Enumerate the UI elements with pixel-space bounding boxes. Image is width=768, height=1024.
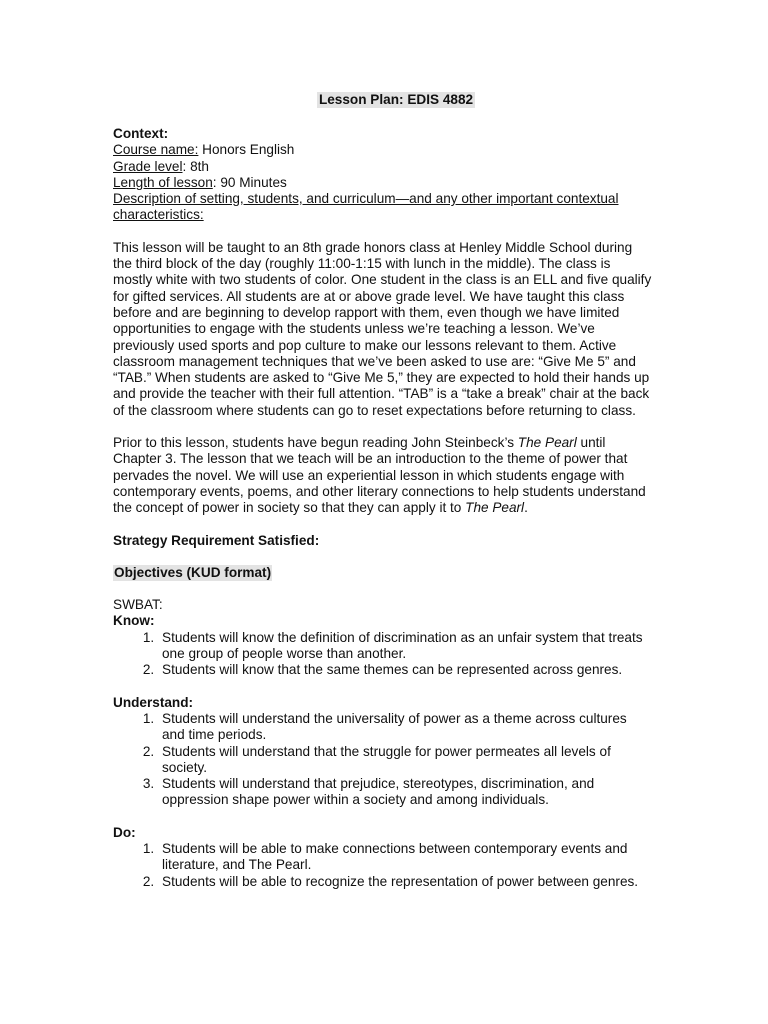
course-name-value: Honors English xyxy=(198,142,295,158)
prior-reading-text-3: . xyxy=(524,500,528,516)
understand-list xyxy=(113,711,653,809)
context-section xyxy=(113,126,653,224)
lesson-length-value: : 90 Minutes xyxy=(212,174,287,190)
prior-reading-text-1: Prior to this lesson, students have begun reading John Steinbeck’s xyxy=(113,435,518,451)
document-page xyxy=(113,92,653,890)
course-name-label: Course name: xyxy=(113,142,199,158)
lesson-length-label: Length of lesson xyxy=(113,174,213,190)
grade-level-label: Grade level xyxy=(113,158,183,174)
do-heading: Do: xyxy=(113,824,136,840)
book-title: The Pearl xyxy=(517,435,577,451)
strategy-heading: Strategy Requirement Satisfied: xyxy=(113,532,320,548)
understand-heading: Understand: xyxy=(113,694,194,710)
list-item: 2. Students will know that the same themes can be represented across genres. xyxy=(158,662,653,678)
know-section xyxy=(113,613,653,678)
know-list xyxy=(113,630,653,679)
objectives-heading-row xyxy=(113,565,653,581)
list-item: 1. Students will understand the universality of power as a theme across cultures and time periods. xyxy=(158,711,653,744)
description-label: Description of setting, students, and curriculum—and any other important contextual characteristics: xyxy=(113,191,619,223)
document-title: Lesson Plan: EDIS 4882 xyxy=(318,92,474,107)
grade-level-line xyxy=(113,159,653,175)
list-item: 3. Students will understand that prejudice, stereotypes, discrimination, and oppression shape power within a society and among individuals. xyxy=(158,776,653,809)
list-item: 1. Students will be able to make connections between contemporary events and literature, and The Pearl. xyxy=(158,841,653,874)
course-name-line xyxy=(113,142,653,158)
list-item: 1. Students will know the definition of discrimination as an unfair system that treats one group of people worse than another. xyxy=(158,630,653,663)
lesson-length-line xyxy=(113,175,653,191)
list-item: 2. Students will understand that the struggle for power permeates all levels of society. xyxy=(158,744,653,777)
do-list xyxy=(113,841,653,890)
understand-section xyxy=(113,695,653,809)
objectives-heading: Objectives (KUD format) xyxy=(114,564,272,580)
know-heading: Know: xyxy=(113,613,155,629)
title-row xyxy=(113,92,653,110)
grade-level-value: : 8th xyxy=(182,158,209,174)
book-title: The Pearl xyxy=(465,500,525,516)
context-heading: Context: xyxy=(113,126,169,141)
list-item: 2. Students will be able to recognize the representation of power between genres. xyxy=(158,874,653,890)
swbat-label: SWBAT: xyxy=(113,597,163,613)
prior-reading-paragraph xyxy=(113,435,653,516)
setting-paragraph: This lesson will be taught to an 8th grade honors class at Henley Middle School during the third block of the day (roughly 11:00-1:15 with lunch in the middle). The class is mostly white with two students of color. One student in the class is an ELL and five qualify for gifted services. All students are at or above grade level. We have taught this class before and are beginning to develop rapport with them, even though we have limited opportunities to engage with the students unless we’re teaching a lesson. We’ve previously used sports and pop culture to make our lessons relevant to them. Active classroom management techniques that we’ve been asked to use are: “Give Me 5” and “TAB.” When students are asked to “Give Me 5,” they are expected to hold their hands up and provide the teacher with their full attention. “TAB” is a “take a break” chair at the back of the classroom where students can go to reset expectations before returning to class. xyxy=(113,239,652,418)
prior-reading-text-2: until Chapter 3. The lesson that we teach will be an introduction to the theme of power that pervades the novel. We will use an experiential lesson in which students engage with contemporary events, poems, and other literary connections to help students understand the concept of power in society so that they can apply it to xyxy=(113,435,646,516)
do-section xyxy=(113,825,653,890)
